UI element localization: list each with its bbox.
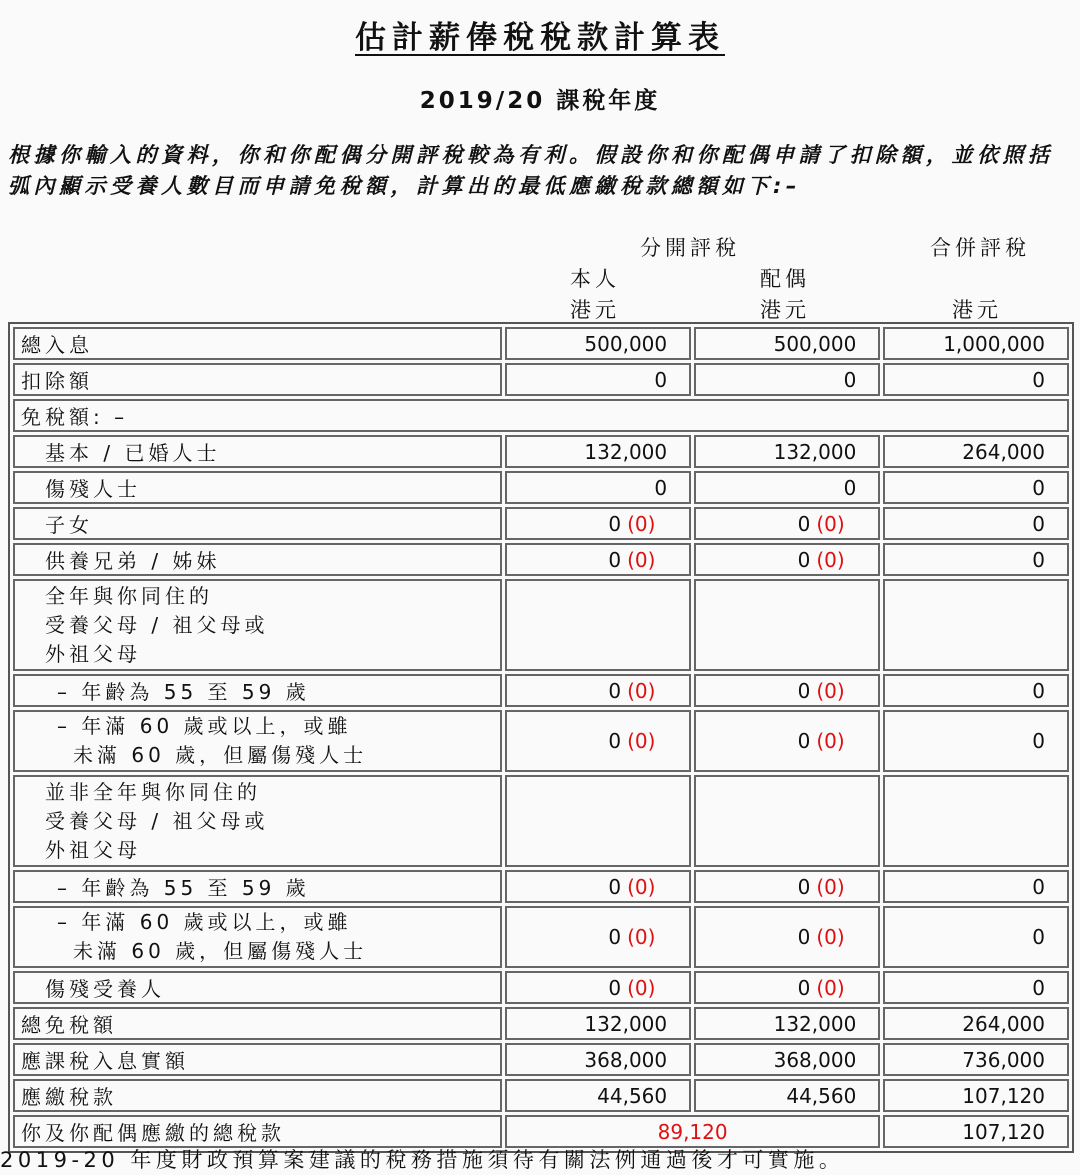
value-spouse: 132,000 (694, 1007, 880, 1040)
row-label: 傷殘人士 (13, 471, 502, 504)
value-self: 132,000 (505, 1007, 691, 1040)
value-spouse: 0 (694, 363, 880, 396)
table-row (13, 471, 1069, 504)
value-spouse: 0 (0) (694, 906, 880, 968)
row-label: 總免稅額 (13, 1007, 502, 1040)
row-label: 全年與你同住的 受養父母 / 祖父母或 外祖父母 (13, 579, 502, 671)
value-spouse: 132,000 (694, 435, 880, 468)
table-row (13, 1007, 1069, 1040)
row-label: – 年齡為 55 至 59 歲 (13, 674, 502, 707)
header-spouse: 配偶 (760, 267, 810, 291)
value-spouse: 0 (0) (694, 710, 880, 772)
dependant-count: (0) (627, 874, 656, 899)
value-self: 44,560 (505, 1079, 691, 1112)
value-self: 0 (0) (505, 906, 691, 968)
value-self: 0 (0) (505, 870, 691, 903)
value-joint: 107,120 (883, 1079, 1069, 1112)
value-joint: 0 (883, 363, 1069, 396)
table-row (13, 1043, 1069, 1076)
header-joint-assessment: 合併評稅 (930, 236, 1030, 260)
value-joint: 0 (883, 543, 1069, 576)
row-label: 供養兄弟 / 姊妹 (13, 543, 502, 576)
value-self: 0 (505, 471, 691, 504)
row-label: 總入息 (13, 327, 502, 360)
row-label: 傷殘受養人 (13, 971, 502, 1004)
value-joint: 0 (883, 906, 1069, 968)
footer-note: 2019-20 年度財政預算案建議的稅務措施須待有關法例通過後才可實施。 (0, 1148, 845, 1172)
row-label: – 年滿 60 歲或以上，或雖 未滿 60 歲，但屬傷殘人士 (13, 906, 502, 968)
value-self: 0 (0) (505, 710, 691, 772)
value-joint: 0 (883, 870, 1069, 903)
row-label: 應課稅入息實額 (13, 1043, 502, 1076)
table-row (13, 674, 1069, 707)
table-row (13, 906, 1069, 968)
value-spouse: 368,000 (694, 1043, 880, 1076)
value-spouse: 500,000 (694, 327, 880, 360)
value-self: 0 (0) (505, 507, 691, 540)
row-label: 扣除額 (13, 363, 502, 396)
value-self: 132,000 (505, 435, 691, 468)
value-spouse (694, 775, 880, 867)
dependant-count: (0) (816, 728, 845, 753)
row-label: 應繳稅款 (13, 1079, 502, 1112)
value-separate-total: 89,120 (505, 1115, 880, 1148)
value-joint (883, 775, 1069, 867)
value-self: 0 (0) (505, 971, 691, 1004)
table-row (13, 543, 1069, 576)
value-joint: 264,000 (883, 1007, 1069, 1040)
dependant-count: (0) (627, 924, 656, 949)
row-label: 免稅額: – (13, 399, 1069, 432)
dependant-count: (0) (627, 728, 656, 753)
table-row (13, 507, 1069, 540)
value-self: 0 (505, 363, 691, 396)
value-joint: 107,120 (883, 1115, 1069, 1148)
value-self: 0 (0) (505, 543, 691, 576)
row-label: 子女 (13, 507, 502, 540)
value-self: 0 (0) (505, 674, 691, 707)
dependant-count: (0) (816, 511, 845, 536)
table-row (13, 435, 1069, 468)
value-joint: 0 (883, 674, 1069, 707)
row-label: 基本 / 已婚人士 (13, 435, 502, 468)
value-self (505, 579, 691, 671)
header-self: 本人 (570, 267, 620, 291)
dependant-count: (0) (816, 547, 845, 572)
dependant-count: (0) (816, 874, 845, 899)
value-joint: 736,000 (883, 1043, 1069, 1076)
header-separate-assessment: 分開評稅 (640, 236, 740, 260)
value-joint: 0 (883, 471, 1069, 504)
table-row (13, 327, 1069, 360)
value-joint: 0 (883, 971, 1069, 1004)
tax-year-subtitle: 2019/20 課稅年度 (419, 88, 661, 114)
dependant-count: (0) (627, 975, 656, 1000)
value-spouse: 0 (694, 471, 880, 504)
dependant-count: (0) (627, 678, 656, 703)
header-hkd-joint: 港元 (952, 298, 1002, 322)
row-label: 你及你配偶應繳的總稅款 (13, 1115, 502, 1148)
page-title: 估計薪俸稅稅款計算表 (355, 20, 725, 56)
dependant-count: (0) (816, 678, 845, 703)
value-spouse: 0 (0) (694, 674, 880, 707)
header-hkd-spouse: 港元 (760, 298, 810, 322)
row-label: 並非全年與你同住的 受養父母 / 祖父母或 外祖父母 (13, 775, 502, 867)
tax-computation-table (8, 322, 1074, 1153)
value-spouse: 44,560 (694, 1079, 880, 1112)
row-label: – 年齡為 55 至 59 歲 (13, 870, 502, 903)
value-joint: 1,000,000 (883, 327, 1069, 360)
row-label: – 年滿 60 歲或以上，或雖 未滿 60 歲，但屬傷殘人士 (13, 710, 502, 772)
value-joint: 0 (883, 507, 1069, 540)
table-row (13, 971, 1069, 1004)
table-row (13, 1079, 1069, 1112)
value-self: 368,000 (505, 1043, 691, 1076)
table-row (13, 870, 1069, 903)
intro-paragraph: 根據你輸入的資料，你和你配偶分開評稅較為有利。假設你和你配偶申請了扣除額，並依照括弧內顯示受養人數目而申請免稅額，計算出的最低應繳稅款總額如下:– (8, 143, 1054, 198)
table-row (13, 579, 1069, 671)
value-joint (883, 579, 1069, 671)
value-self: 500,000 (505, 327, 691, 360)
value-spouse: 0 (0) (694, 870, 880, 903)
dependant-count: (0) (627, 511, 656, 536)
dependant-count: (0) (816, 975, 845, 1000)
value-joint: 0 (883, 710, 1069, 772)
value-spouse (694, 579, 880, 671)
value-spouse: 0 (0) (694, 971, 880, 1004)
dependant-count: (0) (816, 924, 845, 949)
value-spouse: 0 (0) (694, 507, 880, 540)
header-hkd-self: 港元 (570, 298, 620, 322)
table-row (13, 363, 1069, 396)
value-spouse: 0 (0) (694, 543, 880, 576)
value-joint: 264,000 (883, 435, 1069, 468)
value-self (505, 775, 691, 867)
table-row (13, 775, 1069, 867)
dependant-count: (0) (627, 547, 656, 572)
table-row (13, 710, 1069, 772)
table-row (13, 399, 1069, 432)
